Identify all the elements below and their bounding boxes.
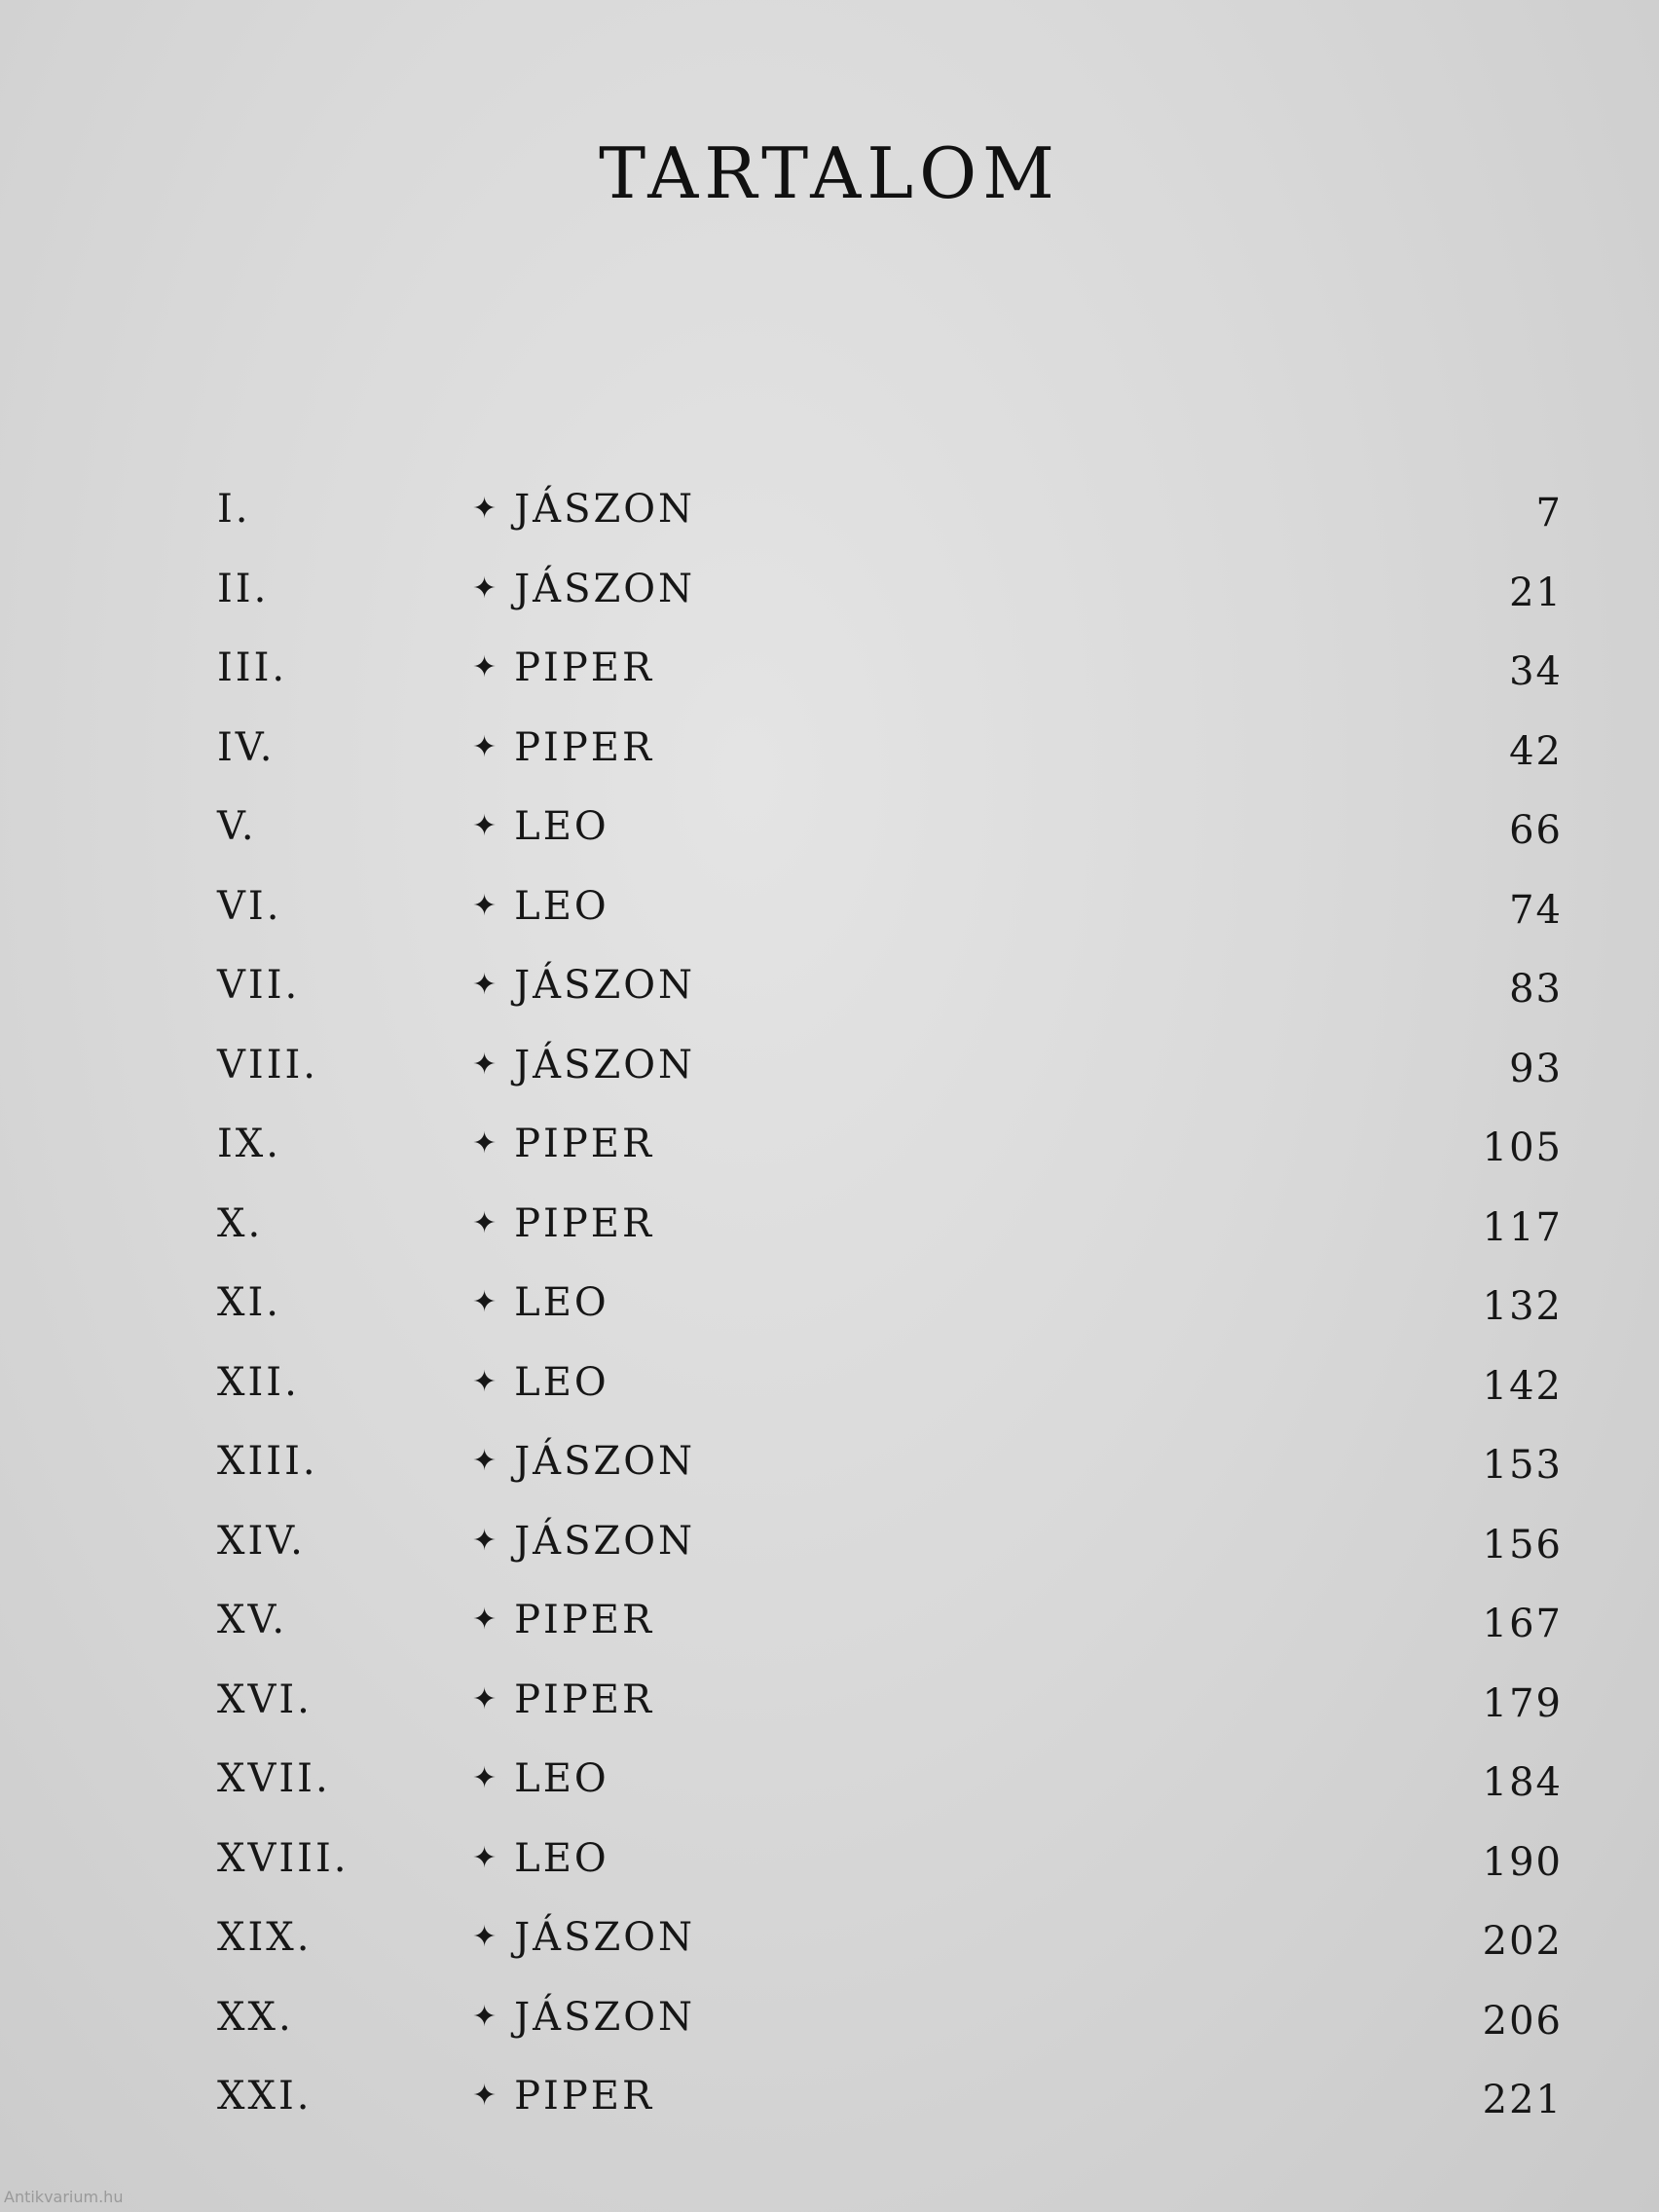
cross-icon: ✦ <box>472 1840 498 1875</box>
chapter-number: VIII. <box>217 1042 319 1088</box>
chapter-title-text: LEO <box>514 883 609 929</box>
chapter-title <box>472 1360 609 1405</box>
cross-icon: ✦ <box>472 888 498 923</box>
toc-entry <box>200 963 1563 1043</box>
chapter-title <box>472 1201 654 1246</box>
page-number: 167 <box>1482 1602 1563 1646</box>
chapter-title <box>472 645 654 690</box>
cross-icon: ✦ <box>472 1047 498 1082</box>
chapter-title <box>472 567 695 611</box>
toc-entry <box>200 2074 1563 2154</box>
chapter-title <box>472 725 654 770</box>
chapter-number: VI. <box>217 883 282 929</box>
chapter-title-text: PIPER <box>514 724 655 770</box>
toc-entry <box>200 1043 1563 1123</box>
toc-entry <box>200 725 1563 805</box>
chapter-number: VII. <box>217 963 301 1008</box>
chapter-title <box>472 1995 695 2040</box>
cross-icon: ✦ <box>472 650 498 684</box>
chapter-title <box>472 963 695 1008</box>
chapter-number: XIX. <box>217 1915 313 1960</box>
chapter-number: XX. <box>217 1994 294 2040</box>
page-number: 105 <box>1482 1125 1563 1170</box>
chapter-title <box>472 1122 654 1166</box>
toc-entry <box>200 1439 1563 1519</box>
chapter-title-text: PIPER <box>514 1677 655 1722</box>
chapter-number: V. <box>217 804 257 849</box>
toc-entry <box>200 645 1563 725</box>
chapter-title-text: JÁSZON <box>514 566 696 611</box>
table-of-contents <box>200 487 1563 2154</box>
chapter-title-text: JÁSZON <box>514 1518 696 1564</box>
chapter-title-text: LEO <box>514 1835 609 1881</box>
chapter-number: IV. <box>217 724 276 770</box>
page-number: 184 <box>1482 1760 1563 1805</box>
toc-entry <box>200 1677 1563 1757</box>
toc-entry <box>200 1995 1563 2075</box>
page-number: 42 <box>1509 728 1563 774</box>
cross-icon: ✦ <box>472 1205 498 1240</box>
chapter-number: XVII. <box>217 1756 331 1801</box>
cross-icon: ✦ <box>472 729 498 764</box>
chapter-title-text: JÁSZON <box>514 487 696 532</box>
page-number: 206 <box>1482 1998 1563 2044</box>
chapter-number: XXI. <box>217 2074 313 2119</box>
page-number: 153 <box>1482 1443 1563 1488</box>
chapter-title-text: JÁSZON <box>514 1994 696 2040</box>
chapter-number: XIII. <box>217 1439 318 1484</box>
chapter-title-text: PIPER <box>514 1200 655 1246</box>
page-number: 7 <box>1535 491 1563 535</box>
chapter-title <box>472 884 609 929</box>
toc-entry <box>200 1598 1563 1677</box>
cross-icon: ✦ <box>472 1126 498 1161</box>
chapter-title-text: LEO <box>514 1280 609 1325</box>
cross-icon: ✦ <box>472 1285 498 1319</box>
chapter-title <box>472 1043 695 1088</box>
chapter-number: X. <box>217 1200 264 1246</box>
toc-entry <box>200 1280 1563 1360</box>
cross-icon: ✦ <box>472 1999 498 2034</box>
toc-entry <box>200 884 1563 964</box>
chapter-title <box>472 1439 695 1484</box>
cross-icon: ✦ <box>472 1444 498 1478</box>
cross-icon: ✦ <box>472 1761 498 1795</box>
toc-entry <box>200 1122 1563 1201</box>
cross-icon: ✦ <box>472 1681 498 1716</box>
toc-entry <box>200 567 1563 646</box>
cross-icon: ✦ <box>472 1920 498 1954</box>
chapter-number: III. <box>217 645 288 690</box>
chapter-title <box>472 1756 609 1801</box>
toc-entry <box>200 1915 1563 1995</box>
chapter-title <box>472 487 695 532</box>
cross-icon: ✦ <box>472 809 498 843</box>
chapter-title-text: LEO <box>514 804 609 849</box>
page-number: 202 <box>1482 1919 1563 1964</box>
chapter-title-text: PIPER <box>514 1122 655 1166</box>
chapter-title <box>472 1915 695 1960</box>
chapter-title-text: LEO <box>514 1756 609 1801</box>
cross-icon: ✦ <box>472 571 498 606</box>
chapter-title <box>472 1280 609 1325</box>
chapter-title-text: JÁSZON <box>514 1915 696 1960</box>
cross-icon: ✦ <box>472 2079 498 2113</box>
chapter-title <box>472 1677 654 1722</box>
page-number: 117 <box>1482 1204 1563 1250</box>
chapter-title-text: PIPER <box>514 2074 655 2119</box>
page-number: 132 <box>1482 1284 1563 1329</box>
page-number: 142 <box>1482 1363 1563 1409</box>
chapter-title <box>472 804 609 849</box>
toc-entry <box>200 1836 1563 1916</box>
chapter-number: XII. <box>217 1359 300 1405</box>
cross-icon: ✦ <box>472 492 498 526</box>
toc-entry <box>200 804 1563 884</box>
page-number: 83 <box>1509 967 1563 1012</box>
toc-entry <box>200 487 1563 567</box>
page-number: 66 <box>1509 808 1563 853</box>
toc-entry <box>200 1756 1563 1836</box>
page-number: 156 <box>1482 1522 1563 1567</box>
chapter-number: XIV. <box>217 1518 306 1564</box>
chapter-number: II. <box>217 566 270 611</box>
chapter-title-text: JÁSZON <box>514 963 696 1008</box>
chapter-number: XVI. <box>217 1677 313 1722</box>
page-number: 21 <box>1509 570 1563 615</box>
chapter-number: XVIII. <box>217 1835 350 1881</box>
chapter-title <box>472 1519 695 1564</box>
toc-entry <box>200 1360 1563 1440</box>
chapter-number: I. <box>217 487 251 532</box>
toc-entry <box>200 1201 1563 1281</box>
page-number: 34 <box>1509 649 1563 694</box>
toc-entry <box>200 1519 1563 1599</box>
page-number: 190 <box>1482 1839 1563 1885</box>
page-number: 179 <box>1482 1680 1563 1726</box>
chapter-title-text: JÁSZON <box>514 1042 696 1088</box>
chapter-title <box>472 1836 609 1881</box>
cross-icon: ✦ <box>472 1603 498 1637</box>
cross-icon: ✦ <box>472 1523 498 1558</box>
chapter-number: IX. <box>217 1122 281 1166</box>
watermark: Antikvarium.hu <box>4 2188 124 2206</box>
chapter-number: XI. <box>217 1280 281 1325</box>
page-number: 74 <box>1509 887 1563 933</box>
cross-icon: ✦ <box>472 1364 498 1399</box>
chapter-number: XV. <box>217 1598 288 1642</box>
chapter-title <box>472 2074 654 2119</box>
page-number: 221 <box>1482 2078 1563 2122</box>
page-number: 93 <box>1509 1046 1563 1091</box>
cross-icon: ✦ <box>472 968 498 1002</box>
chapter-title-text: PIPER <box>514 645 655 690</box>
page-title: TARTALOM <box>599 132 1060 215</box>
chapter-title-text: LEO <box>514 1359 609 1405</box>
chapter-title-text: JÁSZON <box>514 1439 696 1484</box>
chapter-title <box>472 1598 654 1642</box>
chapter-title-text: PIPER <box>514 1598 655 1642</box>
